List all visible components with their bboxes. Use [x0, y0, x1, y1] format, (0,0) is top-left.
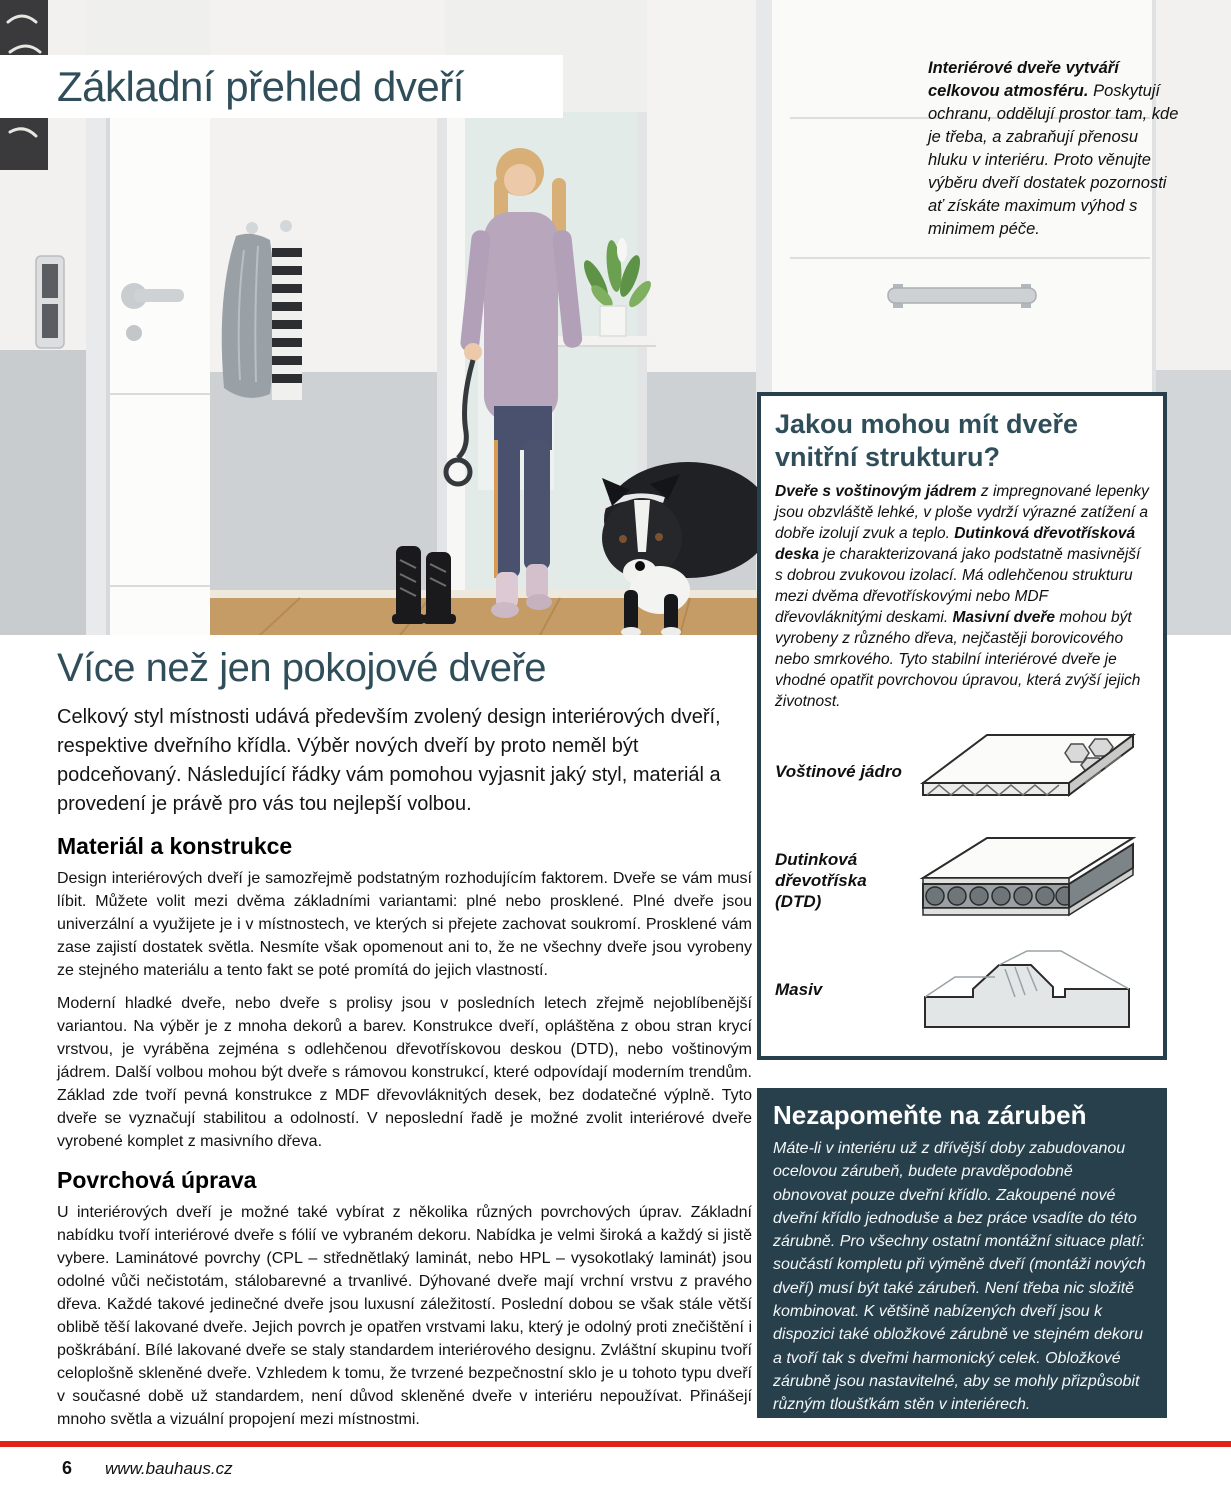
door-frame-box: [757, 1088, 1167, 1418]
hero-note-lead: Interiérové dveře vytváří celkovou atmosféru.: [928, 59, 1119, 100]
footer: [62, 1458, 233, 1479]
footer-red-bar: [0, 1441, 1231, 1447]
coat-rack: [222, 220, 302, 400]
website-url: www.bauhaus.cz: [105, 1459, 233, 1478]
structure-box-body: Dveře s voštinovým jádrem z impregnované lepenky jsou obzvláště lehké, v ploše vydrží výrazné zatížení a dobře izolují zvuk a teplo. Dutinková dřevotřísková deska je charakterizovaná jako podstatně masivnější s dobrou zvukovou izolací. Má odlehčenou strukturu mezi dvěma dřevotřískovými nebo MDF dřevovláknitými deskami. Masivní dveře mohou být vyrobeny z různého dřeva, nejčastěji borovicového nebo smrkového. Tyto stabilní interiérové dveře je vhodné opatřit povrchovou úpravou, která zvýší jejich životnost.: [775, 483, 1149, 710]
frame-box-body: Máte-li v interiéru už z dřívější doby zabudovanou ocelovou zárubeň, budete pravděpodobně obnovovat pouze dveřní křídlo. Zakoupené nové dveřní křídlo jednoduše a bez práce vsadíte do této zárubně. Pro všechny ostatní montážní situace platí: součástí kompletu při výměně dveří (montáži nových dveří) musí být také zárubeň. Není třeba nic složitě kombinovat. K většině nabízených dveří jsou k dispozici také obložkové zárubně ve stejném dekoru a tvoří tak s dveřmi harmonický celek. Obložkové zárubně jsou nastavitelné, aby se mohly přizpůsobit různým tloušťkám stěn v interiérech.: [773, 1140, 1146, 1414]
title-banner: [0, 55, 563, 118]
hero-intro-note: [928, 57, 1180, 241]
tube-chipboard-diagram: [915, 830, 1149, 930]
section-material-konstrukce: [57, 833, 752, 1153]
article-column: [57, 646, 752, 1441]
page-number: 6: [62, 1458, 73, 1478]
diagram-label: Dutinková dřevotříska (DTD): [775, 849, 867, 911]
solid-wood-diagram: [915, 939, 1149, 1039]
section-paragraph: U interiérových dveří je možné také vybírat z několika různých povrchových úprav. Základní nabídku tvoří interiérové dveře s fólií ve vybraném dekoru. Nabídka je velmi široká a každý si jistě vybere. Laminátové povrchy (CPL – střednětlaký laminát, nebo HPL – vysokotlaký laminát) jsou odolné vůči nečistotám, stálobarevné a trvanlivé. Dýhované dveře mají vrchní vrstvu z pravého dřeva. Každé takové jedinečné dveře jsou luxusní záležitostí. Poslední dobou se však stále větší oblibě těší lakované dveře. Jejich povrch je opatřen vrstvami laku, který je odolný proti znečištění i poškrábání. Bílé lakované dveře se staly standardem interiérového designu. Zvláštní skupinu tvoří celoplošně skleněné dveře. Vzhledem k tomu, že tvrzené bezpečnostní sklo je u tohoto typu dveří v současné době už standardem, není důvod skleněné dveře v interiéru nepoužívat. Přinášejí mnoho světla a vizuální propojení mezi místnostmi.: [57, 1204, 752, 1428]
diagram-row: [775, 830, 1149, 930]
section-paragraph: Design interiérových dveří je samozřejmě podstatným rozhodujícím faktorem. Dveře se vám musí líbit. Můžete volit mezi dvěma základními variantami: plné nebo prosklené. Plné dveře jsou univerzální a využijete je i v místnostech, ve kterých si přejete zachovat soukromí. Prosklené vám zase zajistí dostatek světla. Nesmíte však opomenout ani to, že ne všechny dveře jsou vyrobeny ze stejného materiálu a tento fakt se poté promítá do jejich vlastností.: [57, 870, 752, 979]
left-door: [86, 96, 210, 635]
page-title: Základní přehled dveří: [57, 62, 464, 110]
diagram-row: [775, 721, 1149, 821]
article-heading: Více než jen pokojové dveře: [57, 646, 547, 690]
door-structure-box: [757, 392, 1167, 1060]
diagram-label: Voštinové jádro: [775, 761, 902, 781]
diagram-label: Masiv: [775, 979, 823, 999]
light-switch: [36, 256, 64, 348]
section-heading: Povrchová úprava: [57, 1167, 257, 1193]
section-povrchova-uprava: [57, 1167, 752, 1431]
honeycomb-core-diagram: [915, 721, 1149, 821]
structure-box-heading: Jakou mohou mít dveře vnitřní strukturu?: [775, 409, 1079, 472]
diagram-row: [775, 939, 1149, 1039]
hero-note-text: Poskytují ochranu, oddělují prostor tam, kde je třeba, a zabraňují přenosu hluku v interiéru. Proto věnujte výběru dveří dostatek pozornosti ať získáte maximum výhod s minimem péče.: [928, 82, 1179, 238]
article-intro: Celkový styl místnosti udává především zvolený design interiérových dveří, respektive dveřního křídla. Výběr nových dveří by proto neměl být podceňovaný. Následující řádky vám pomohou vyjasnit jaký styl, materiál a provedení je právě pro vás tou nejlepší volbou.: [57, 706, 721, 815]
frame-box-heading: Nezapomeňte na zárubeň: [773, 1100, 1087, 1130]
section-heading: Materiál a konstrukce: [57, 833, 293, 859]
section-paragraph: Moderní hladké dveře, nebo dveře s prolisy jsou v posledních letech zřejmě nejoblíbenější variantou. Na výběr je z mnoha dekorů a barev. Konstrukce dveří, opláštěna z obou stran krycí vrstvou, je vyráběna zejména s odlehčenou dřevotřískovou deskou (DTD), nebo voštinovým jádrem. Další volbou mohou být dveře s rámovou konstrukcí, které odpovídají moderním trendům. Základ zde tvoří pevná konstrukce z MDF dřevovláknitých desek, bez dodatečné výplně. Tyto dveře se vyznačují stabilitou a odolností. V neposlední řadě je možné zvolit interiérové dveře vyrobené komplet z masivního dřeva.: [57, 995, 752, 1150]
